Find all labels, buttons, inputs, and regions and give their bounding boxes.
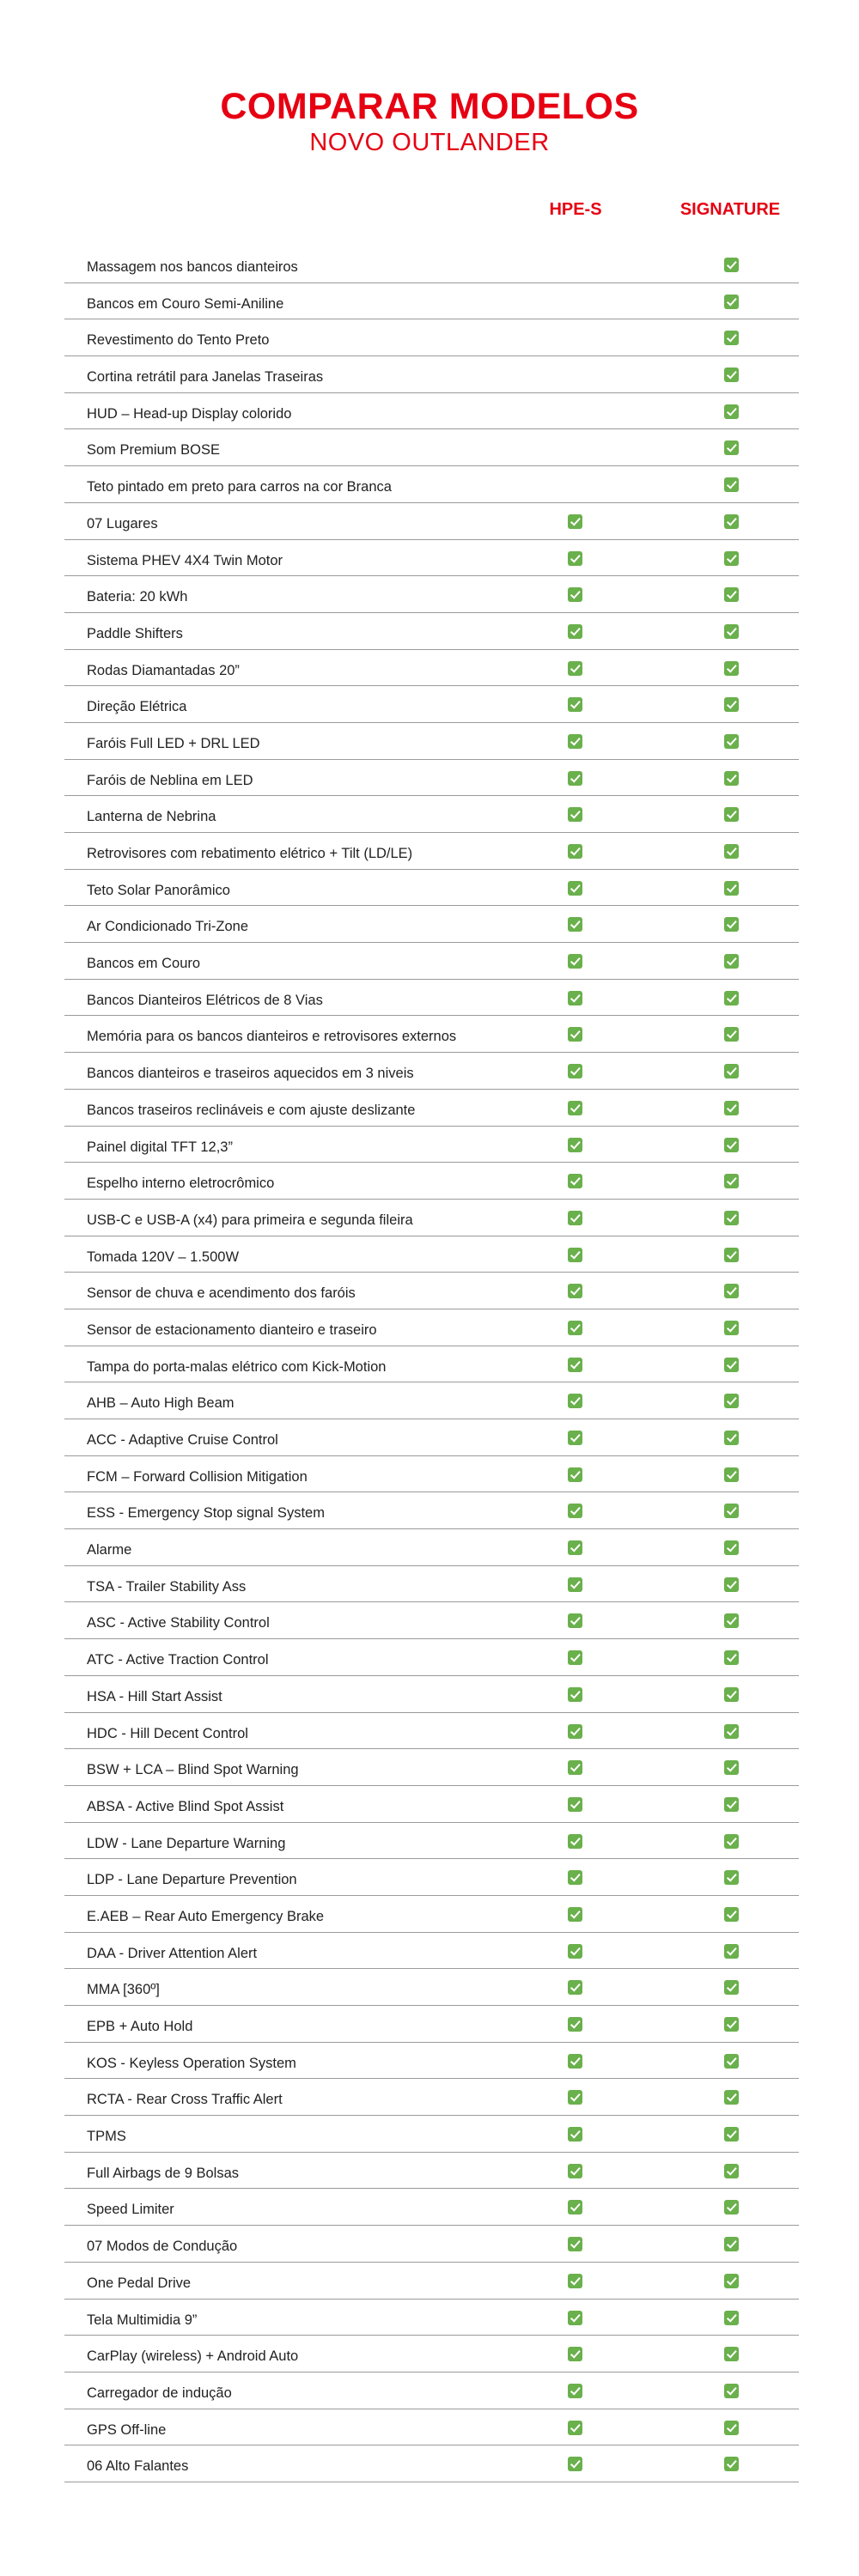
check-icon-signature <box>724 1577 739 1592</box>
feature-label: ASC - Active Stability Control <box>87 1615 270 1631</box>
check-icon-signature <box>724 295 739 309</box>
check-icon-signature <box>724 771 739 786</box>
table-row <box>64 1090 799 1127</box>
check-icon-hpe-s <box>568 1174 582 1188</box>
table-row <box>64 2409 799 2446</box>
feature-label: Bancos em Couro Semi-Aniline <box>87 295 284 312</box>
feature-label: Sistema PHEV 4X4 Twin Motor <box>87 552 283 568</box>
check-icon-hpe-s <box>568 1724 582 1739</box>
table-row <box>64 283 799 320</box>
table-row <box>64 1053 799 1090</box>
feature-label: Rodas Diamantadas 20” <box>87 662 240 678</box>
table-row <box>64 2043 799 2080</box>
check-icon-hpe-s <box>568 1687 582 1702</box>
table-row <box>64 1492 799 1529</box>
table-row <box>64 796 799 833</box>
table-row <box>64 2226 799 2263</box>
check-icon-signature <box>724 1064 739 1078</box>
check-icon-hpe-s <box>568 2017 582 2032</box>
table-row <box>64 1309 799 1346</box>
feature-label: Bateria: 20 kWh <box>87 589 188 605</box>
table-row <box>64 650 799 687</box>
check-icon-hpe-s <box>568 1980 582 1995</box>
check-icon-signature <box>724 1944 739 1959</box>
check-icon-hpe-s <box>568 1577 582 1592</box>
feature-label: DAA - Driver Attention Alert <box>87 1945 258 1961</box>
table-row <box>64 1859 799 1896</box>
check-icon-hpe-s <box>568 2274 582 2288</box>
table-row <box>64 1823 799 1860</box>
check-icon-signature <box>724 1174 739 1188</box>
check-icon-hpe-s <box>568 917 582 932</box>
check-icon-signature <box>724 2090 739 2105</box>
table-row <box>64 2079 799 2116</box>
table-row <box>64 833 799 870</box>
table-row <box>64 1163 799 1200</box>
check-icon-signature <box>724 624 739 639</box>
check-icon-signature <box>724 2347 739 2361</box>
check-icon-hpe-s <box>568 2457 582 2471</box>
feature-label: Faróis Full LED + DRL LED <box>87 735 260 751</box>
check-icon-signature <box>724 1248 739 1262</box>
check-icon-signature <box>724 2311 739 2325</box>
table-row <box>64 2153 799 2190</box>
check-icon-hpe-s <box>568 1834 582 1849</box>
feature-label: Painel digital TFT 12,3” <box>87 1139 233 1155</box>
table-row <box>64 1529 799 1566</box>
check-icon-hpe-s <box>568 771 582 786</box>
table-row <box>64 1933 799 1970</box>
check-icon-hpe-s <box>568 1394 582 1408</box>
table-row <box>64 2300 799 2336</box>
check-icon-hpe-s <box>568 1540 582 1555</box>
feature-label: LDP - Lane Departure Prevention <box>87 1872 297 1888</box>
check-icon-hpe-s <box>568 1760 582 1775</box>
check-icon-signature <box>724 1138 739 1152</box>
table-row <box>64 2189 799 2226</box>
feature-label: Bancos traseiros reclináveis e com ajuste deslizante <box>87 1102 416 1118</box>
check-icon-hpe-s <box>568 2090 582 2105</box>
check-icon-signature <box>724 368 739 382</box>
check-icon-signature <box>724 1760 739 1775</box>
check-icon-hpe-s <box>568 1211 582 1225</box>
table-row <box>64 1713 799 1750</box>
check-icon-hpe-s <box>568 2127 582 2142</box>
check-icon-signature <box>724 1870 739 1885</box>
check-icon-signature <box>724 1907 739 1922</box>
check-icon-hpe-s <box>568 954 582 969</box>
check-icon-signature <box>724 440 739 455</box>
check-icon-hpe-s <box>568 1101 582 1115</box>
feature-label: Carregador de indução <box>87 2385 232 2401</box>
check-icon-hpe-s <box>568 1321 582 1335</box>
check-icon-signature <box>724 1101 739 1115</box>
check-icon-hpe-s <box>568 2384 582 2398</box>
check-icon-signature <box>724 477 739 492</box>
check-icon-hpe-s <box>568 1944 582 1959</box>
table-row <box>64 1419 799 1456</box>
check-icon-hpe-s <box>568 2421 582 2435</box>
check-icon-signature <box>724 881 739 896</box>
feature-label: MMA [360º] <box>87 1982 160 1998</box>
check-icon-signature <box>724 1797 739 1812</box>
table-row <box>64 2263 799 2300</box>
check-icon-hpe-s <box>568 1650 582 1665</box>
feature-label: KOS - Keyless Operation System <box>87 2055 296 2071</box>
feature-label: 06 Alto Falantes <box>87 2458 189 2475</box>
check-icon-signature <box>724 1650 739 1665</box>
check-icon-signature <box>724 1394 739 1408</box>
feature-label: Alarme <box>87 1542 132 1558</box>
check-icon-signature <box>724 1211 739 1225</box>
check-icon-signature <box>724 1504 739 1518</box>
check-icon-signature <box>724 331 739 345</box>
check-icon-hpe-s <box>568 1284 582 1298</box>
check-icon-signature <box>724 991 739 1005</box>
table-row <box>64 1896 799 1933</box>
feature-label: HDC - Hill Decent Control <box>87 1725 248 1741</box>
check-icon-signature <box>724 587 739 602</box>
check-icon-hpe-s <box>568 624 582 639</box>
feature-label: Faróis de Neblina em LED <box>87 772 253 788</box>
table-row <box>64 1273 799 1309</box>
check-icon-hpe-s <box>568 881 582 896</box>
table-row <box>64 2372 799 2409</box>
page-header <box>0 0 859 156</box>
feature-label: Direção Elétrica <box>87 699 187 715</box>
check-icon-hpe-s <box>568 1467 582 1482</box>
check-icon-signature <box>724 807 739 822</box>
feature-label: Lanterna de Nebrina <box>87 809 216 825</box>
check-icon-signature <box>724 2054 739 2069</box>
feature-label: BSW + LCA – Blind Spot Warning <box>87 1762 299 1778</box>
feature-label: Memória para os bancos dianteiros e retrovisores externos <box>87 1029 457 1045</box>
table-row <box>64 2445 799 2482</box>
table-row <box>64 906 799 943</box>
table-row <box>64 1127 799 1163</box>
page-subtitle: NOVO OUTLANDER <box>309 129 550 156</box>
table-row <box>64 356 799 393</box>
check-icon-signature <box>724 661 739 676</box>
table-row <box>64 1749 799 1786</box>
check-icon-signature <box>724 514 739 529</box>
check-icon-signature <box>724 551 739 566</box>
table-row <box>64 466 799 503</box>
check-icon-signature <box>724 2384 739 2398</box>
table-row <box>64 943 799 980</box>
check-icon-signature <box>724 2274 739 2288</box>
feature-label: HUD – Head-up Display colorido <box>87 405 292 422</box>
table-row <box>64 980 799 1017</box>
check-icon-signature <box>724 734 739 749</box>
feature-label: Tomada 120V – 1.500W <box>87 1249 240 1265</box>
feature-label: Sensor de chuva e acendimento dos faróis <box>87 1285 356 1302</box>
check-icon-hpe-s <box>568 844 582 859</box>
table-row <box>64 1602 799 1639</box>
check-icon-hpe-s <box>568 1248 582 1262</box>
table-row <box>64 503 799 540</box>
feature-label: Retrovisores com rebatimento elétrico + Tilt (LD/LE) <box>87 846 413 861</box>
check-icon-hpe-s <box>568 1797 582 1812</box>
check-icon-signature <box>724 2421 739 2435</box>
check-icon-signature <box>724 917 739 932</box>
table-row <box>64 393 799 430</box>
check-icon-hpe-s <box>568 661 582 676</box>
check-icon-hpe-s <box>568 2200 582 2215</box>
table-row <box>64 1346 799 1383</box>
feature-label: 07 Lugares <box>87 515 158 532</box>
check-icon-hpe-s <box>568 1504 582 1518</box>
page-title: COMPARAR MODELOS <box>220 86 639 127</box>
table-row <box>64 760 799 797</box>
feature-label: Massagem nos bancos dianteiros <box>87 259 298 275</box>
feature-label: Som Premium BOSE <box>87 442 220 459</box>
column-header-hpe-s: HPE-S <box>549 200 602 219</box>
feature-label: RCTA - Rear Cross Traffic Alert <box>87 2092 283 2108</box>
check-icon-hpe-s <box>568 2347 582 2361</box>
check-icon-hpe-s <box>568 587 582 602</box>
check-icon-hpe-s <box>568 1027 582 1042</box>
check-icon-hpe-s <box>568 991 582 1005</box>
feature-label: Teto Solar Panorâmico <box>87 882 230 898</box>
feature-label: USB-C e USB-A (x4) para primeira e segunda fileira <box>87 1212 413 1228</box>
check-icon-hpe-s <box>568 2054 582 2069</box>
feature-label: EPB + Auto Hold <box>87 2019 193 2034</box>
feature-label: FCM – Forward Collision Mitigation <box>87 1468 308 1485</box>
check-icon-hpe-s <box>568 2237 582 2251</box>
check-icon-hpe-s <box>568 1431 582 1445</box>
check-icon-hpe-s <box>568 1870 582 1885</box>
check-icon-signature <box>724 1613 739 1628</box>
feature-label: Tela Multimidia 9” <box>87 2312 198 2328</box>
check-icon-hpe-s <box>568 2311 582 2325</box>
table-row <box>64 2116 799 2153</box>
feature-label: Speed Limiter <box>87 2202 174 2218</box>
feature-label: 07 Modos de Condução <box>87 2239 238 2255</box>
feature-label: CarPlay (wireless) + Android Auto <box>87 2348 299 2365</box>
feature-label: E.AEB – Rear Auto Emergency Brake <box>87 1908 325 1924</box>
column-header-signature: SIGNATURE <box>679 200 781 219</box>
check-icon-signature <box>724 1321 739 1335</box>
check-icon-signature <box>724 1724 739 1739</box>
table-row <box>64 1456 799 1493</box>
table-row <box>64 2336 799 2372</box>
table-row <box>64 1016 799 1053</box>
check-icon-signature <box>724 258 739 272</box>
feature-label: ESS - Emergency Stop signal System <box>87 1505 325 1522</box>
check-icon-signature <box>724 1431 739 1445</box>
check-icon-signature <box>724 2200 739 2215</box>
check-icon-signature <box>724 1284 739 1298</box>
check-icon-hpe-s <box>568 514 582 529</box>
feature-label: TSA - Trailer Stability Ass <box>87 1578 247 1595</box>
check-icon-signature <box>724 1358 739 1372</box>
check-icon-signature <box>724 1687 739 1702</box>
check-icon-signature <box>724 1540 739 1555</box>
check-icon-hpe-s <box>568 1138 582 1152</box>
feature-label: AHB – Auto High Beam <box>87 1395 235 1412</box>
table-row <box>64 870 799 907</box>
feature-label: GPS Off-line <box>87 2421 167 2438</box>
check-icon-signature <box>724 1980 739 1995</box>
table-row <box>64 1639 799 1676</box>
table-row <box>64 576 799 613</box>
check-icon-signature <box>724 2457 739 2471</box>
feature-label: Full Airbags de 9 Bolsas <box>87 2165 240 2181</box>
feature-label: Sensor de estacionamento dianteiro e traseiro <box>87 1321 377 1338</box>
column-headers <box>0 199 859 234</box>
check-icon-signature <box>724 2237 739 2251</box>
table-row <box>64 1566 799 1603</box>
table-row <box>64 1200 799 1236</box>
table-row <box>64 723 799 760</box>
feature-label: Revestimento do Tento Preto <box>87 332 270 349</box>
feature-label: Ar Condicionado Tri-Zone <box>87 919 249 935</box>
feature-label: TPMS <box>87 2129 126 2145</box>
table-row <box>64 686 799 723</box>
table-row <box>64 1236 799 1273</box>
check-icon-signature <box>724 1467 739 1482</box>
feature-label: One Pedal Drive <box>87 2275 192 2291</box>
check-icon-hpe-s <box>568 551 582 566</box>
check-icon-signature <box>724 844 739 859</box>
check-icon-signature <box>724 954 739 969</box>
check-icon-hpe-s <box>568 2164 582 2178</box>
table-row <box>64 319 799 356</box>
check-icon-hpe-s <box>568 1613 582 1628</box>
feature-label: LDW - Lane Departure Warning <box>87 1835 286 1851</box>
feature-label: Paddle Shifters <box>87 625 183 641</box>
check-icon-hpe-s <box>568 807 582 822</box>
check-icon-signature <box>724 2164 739 2178</box>
feature-label: ATC - Active Traction Control <box>87 1652 269 1668</box>
check-icon-hpe-s <box>568 734 582 749</box>
check-icon-signature <box>724 2017 739 2032</box>
table-row <box>64 246 799 283</box>
table-row <box>64 1676 799 1713</box>
feature-label: Tampa do porta-malas elétrico com Kick-Motion <box>87 1358 387 1375</box>
table-row <box>64 540 799 577</box>
table-row <box>64 2006 799 2043</box>
feature-label: HSA - Hill Start Assist <box>87 1688 222 1704</box>
table-row <box>64 613 799 650</box>
feature-label: ACC - Adaptive Cruise Control <box>87 1432 278 1448</box>
table-row <box>64 1786 799 1823</box>
table-row <box>64 1969 799 2006</box>
check-icon-hpe-s <box>568 1358 582 1372</box>
feature-label: Espelho interno eletrocrômico <box>87 1176 275 1192</box>
check-icon-hpe-s <box>568 697 582 712</box>
feature-label: Bancos dianteiros e traseiros aquecidos em 3 niveis <box>87 1066 414 1082</box>
check-icon-hpe-s <box>568 1064 582 1078</box>
feature-label: ABSA - Active Blind Spot Assist <box>87 1798 284 1814</box>
check-icon-signature <box>724 2127 739 2142</box>
check-icon-signature <box>724 404 739 419</box>
check-icon-signature <box>724 697 739 712</box>
feature-label: Teto pintado em preto para carros na cor Branca <box>87 479 392 495</box>
comparison-table <box>64 246 799 2482</box>
table-row <box>64 429 799 466</box>
table-row <box>64 1382 799 1419</box>
check-icon-signature <box>724 1834 739 1849</box>
check-icon-hpe-s <box>568 1907 582 1922</box>
feature-label: Bancos Dianteiros Elétricos de 8 Vias <box>87 992 323 1008</box>
feature-label: Cortina retrátil para Janelas Traseiras <box>87 369 324 386</box>
feature-label: Bancos em Couro <box>87 956 201 972</box>
check-icon-signature <box>724 1027 739 1042</box>
